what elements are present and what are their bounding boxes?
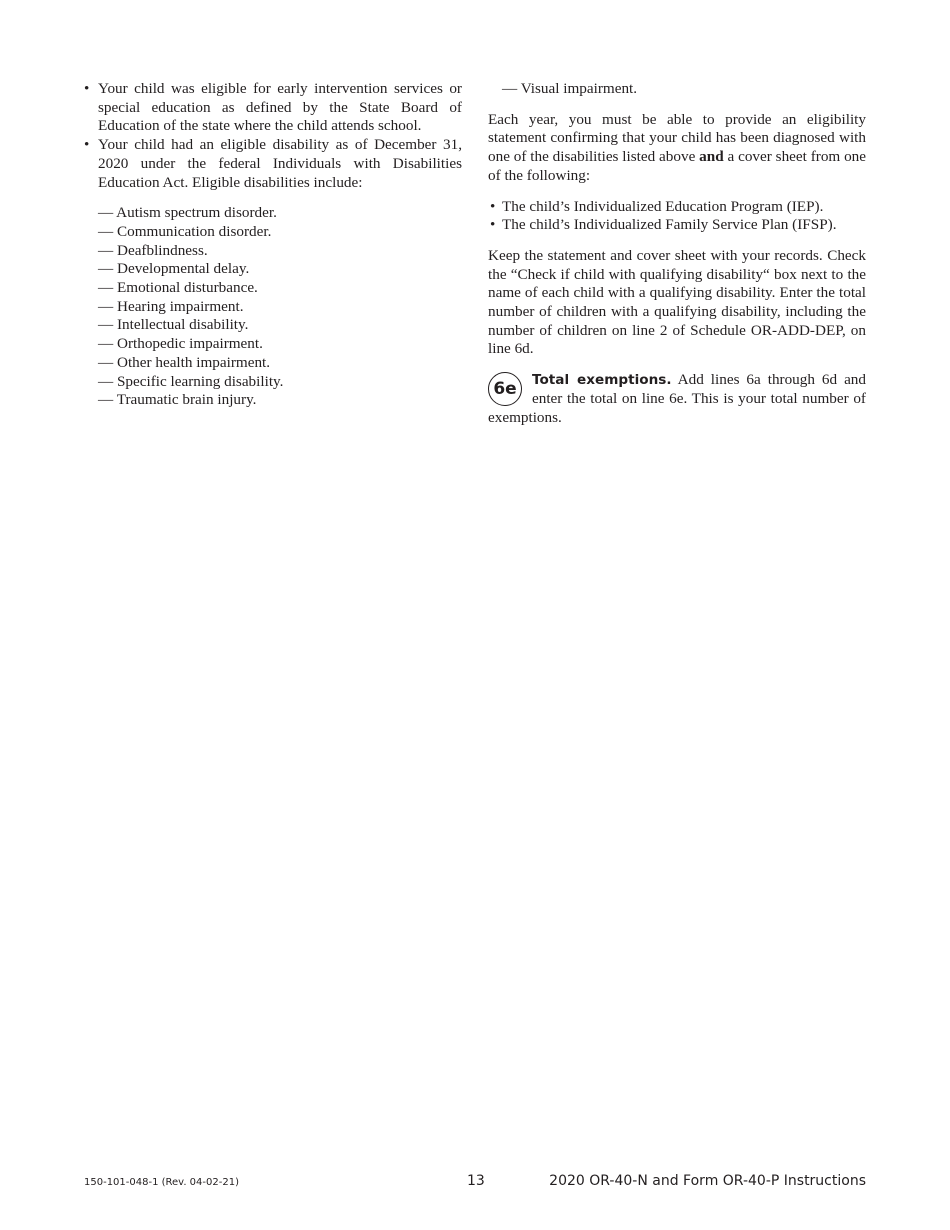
cover-sheet-ifsp: • The child’s Individualized Family Service Plan (IFSP). xyxy=(488,216,866,235)
line-6e-text: Add lines 6a through 6d and enter the total on line 6e. This is your total number of exemptions. xyxy=(488,371,866,426)
right-column xyxy=(488,80,866,427)
line-6e-heading: Total exemptions. xyxy=(532,372,672,389)
disability-item: — Communication disorder. xyxy=(98,222,272,240)
disability-list xyxy=(98,204,462,410)
eligibility-bullet-2: • Your child had an eligible disability as of December 31, 2020 under the federal Individuals with Disabilities Education Act. Eligible disabilities include: xyxy=(84,136,462,192)
cover-sheet-iep: • The child’s Individualized Education Program (IEP). xyxy=(488,198,866,217)
document-title: 2020 OR-40-N and Form OR-40-P Instructions xyxy=(549,1173,866,1189)
left-column xyxy=(84,80,462,410)
eligibility-bullet-1: • Your child was eligible for early intervention services or special education as defined by the State Board of Education of the state where the child attends school. xyxy=(84,80,462,136)
line-6e-section xyxy=(488,371,866,427)
disability-item: — Hearing impairment. xyxy=(98,297,244,315)
cover-sheet-list xyxy=(488,198,866,235)
disability-item: — Autism spectrum disorder. xyxy=(98,204,277,222)
disability-item: — Traumatic brain injury. xyxy=(98,391,257,409)
records-paragraph: Keep the statement and cover sheet with your records. Check the “Check if child with qualifying disability“ box next to the name of each child with a qualifying disability. Enter the total number of children with a qualifying disability, including the number of children on line 2 of Schedule OR-ADD-DEP, on line 6d. xyxy=(488,246,866,358)
line-6e-badge: 6e xyxy=(488,372,522,406)
eligibility-statement-paragraph: Each year, you must be able to provide an eligibility statement confirming that your child has been diagnosed with one of the disabilities listed above and a cover sheet from one of the following: xyxy=(488,110,867,184)
disability-item: — Other health impairment. xyxy=(98,353,271,371)
visual-impairment-item: — Visual impairment. xyxy=(502,80,638,97)
page-number: 13 xyxy=(467,1173,485,1189)
disability-item: — Intellectual disability. xyxy=(98,316,249,334)
disability-item: — Emotional disturbance. xyxy=(98,279,258,297)
disability-item: — Developmental delay. xyxy=(98,260,250,278)
disability-item: — Deafblindness. xyxy=(98,241,208,259)
disability-item: — Orthopedic impairment. xyxy=(98,335,263,353)
disability-item: — Specific learning disability. xyxy=(98,372,284,390)
form-number: 150-101-048-1 (Rev. 04-02-21) xyxy=(84,1177,239,1188)
